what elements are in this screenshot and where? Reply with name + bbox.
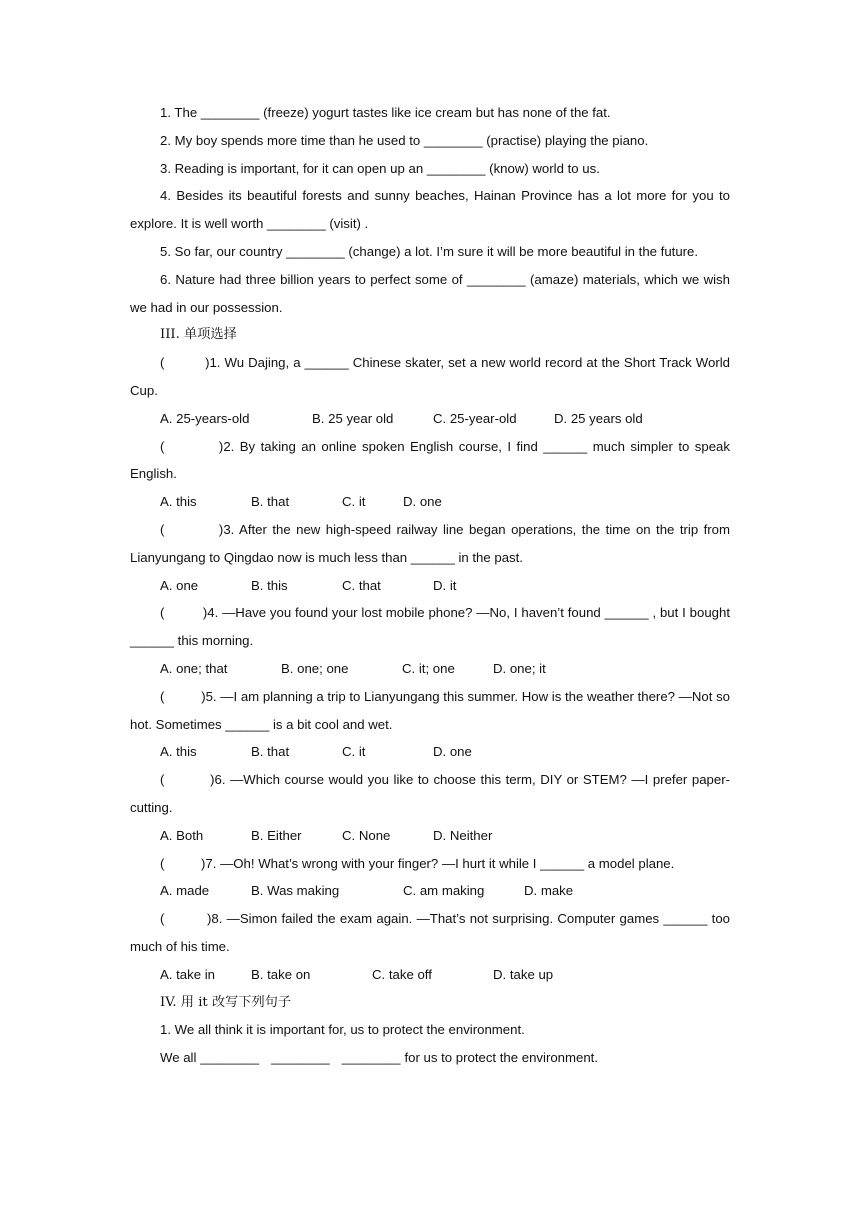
option-b: B. that [251,494,290,510]
option-d: D. one; it [493,660,546,676]
option-d: D. one [403,494,442,510]
fill-item-6: 6. Nature had three billion years to perfect some of ________ (amaze) materials, which we wish we had in our possession. [130,271,730,315]
fill-item-3: 3. Reading is important, for it can open up an ________ (know) world to us. [160,160,600,176]
option-a: A. 25-years-old [160,410,250,426]
option-c: C. it; one [402,660,455,676]
question-2-stem: ( )2. By taking an online spoken English course, I find ______ much simpler to speak English. [130,438,734,482]
option-a: A. made [160,883,210,899]
option-a: A. Both [160,827,204,843]
question-5-stem: ( )5. —I am planning a trip to Lianyungang this summer. How is the weather there? —Not so hot. Sometimes ______ is a bit cool and wet. [130,688,734,732]
option-d: D. 25 years old [554,410,643,426]
option-d: D. make [524,883,574,899]
question-6-stem: ( )6. —Which course would you like to choose this term, DIY or STEM? —I prefer paper-cutting. [130,772,730,815]
option-b: B. one; one [281,660,349,676]
question-7-options [130,877,730,905]
option-b: B. 25 year old [312,410,394,426]
option-d: D. take up [493,966,554,982]
option-d: D. Neither [433,827,493,843]
question-4-options [130,655,730,683]
option-d: D. it [433,577,457,593]
question-4-stem: ( )4. —Have you found your lost mobile phone? —No, I haven’t found ______ , but I bought ______ this morning. [130,605,734,649]
question-1-options [130,405,730,433]
option-a: A. one; that [160,660,228,676]
option-c: C. it [342,494,366,510]
option-c: C. 25-year-old [433,410,517,426]
fill-item-4: 4. Besides its beautiful forests and sunny beaches, Hainan Province has a lot more for you to explore. It is well worth ________ (visit) . [130,188,730,232]
option-b: B. this [251,577,288,593]
section-heading-multiple-choice: III. 单项选择 [160,327,237,343]
option-c: C. it [342,744,366,760]
option-a: A. this [160,744,197,760]
option-d: D. one [433,744,472,760]
question-8-options [130,961,730,989]
option-c: C. am making [403,883,485,899]
rewrite-answer-line [130,1044,730,1072]
fill-item-1: 1. The ________ (freeze) yogurt tastes like ice cream but has none of the fat. [160,105,611,120]
option-b: B. Was making [251,883,340,899]
option-a: A. this [160,494,197,510]
option-c: C. that [342,577,381,593]
answer-prefix: We all [160,1050,197,1066]
option-b: B. Either [251,827,302,843]
answer-blank-1: ________ [200,1050,260,1066]
option-a: A. take in [160,966,215,982]
option-b: B. that [251,744,290,760]
question-2-options [130,488,730,516]
section-heading-rewrite: IV. 用 it 改写下列句子 [160,994,292,1010]
fill-item-2: 2. My boy spends more time than he used to ________ (practise) playing the piano. [160,132,649,148]
answer-blank-3: ________ [341,1050,401,1066]
question-7-stem: ( )7. —Oh! What’s wrong with your finger? —I hurt it while I ______ a model plane. [160,855,675,871]
option-a: A. one [160,577,199,593]
option-c: C. None [342,827,391,843]
answer-suffix: for us to protect the environment. [404,1050,598,1066]
answer-blank-2: ________ [271,1050,330,1066]
worksheet-page [130,99,734,1072]
question-5-options [130,738,730,766]
rewrite-item-1: 1. We all think it is important for, us to protect the environment. [160,1022,525,1038]
option-b: B. take on [251,966,311,982]
fill-item-5: 5. So far, our country ________ (change) a lot. I’m sure it will be more beautiful in the future. [160,243,699,259]
question-3-options [130,572,730,600]
question-8-stem: ( )8. —Simon failed the exam again. —That’s not surprising. Computer games ______ too much of his time. [130,911,734,954]
option-c: C. take off [372,966,432,982]
question-1-stem: ( )1. Wu Dajing, a ______ Chinese skater, set a new world record at the Short Track World Cup. [130,355,734,398]
question-3-stem: ( )3. After the new high-speed railway line began operations, the time on the trip from Lianyungang to Qingdao now is much less than ______ in the past. [130,521,734,565]
question-6-options [130,822,730,850]
